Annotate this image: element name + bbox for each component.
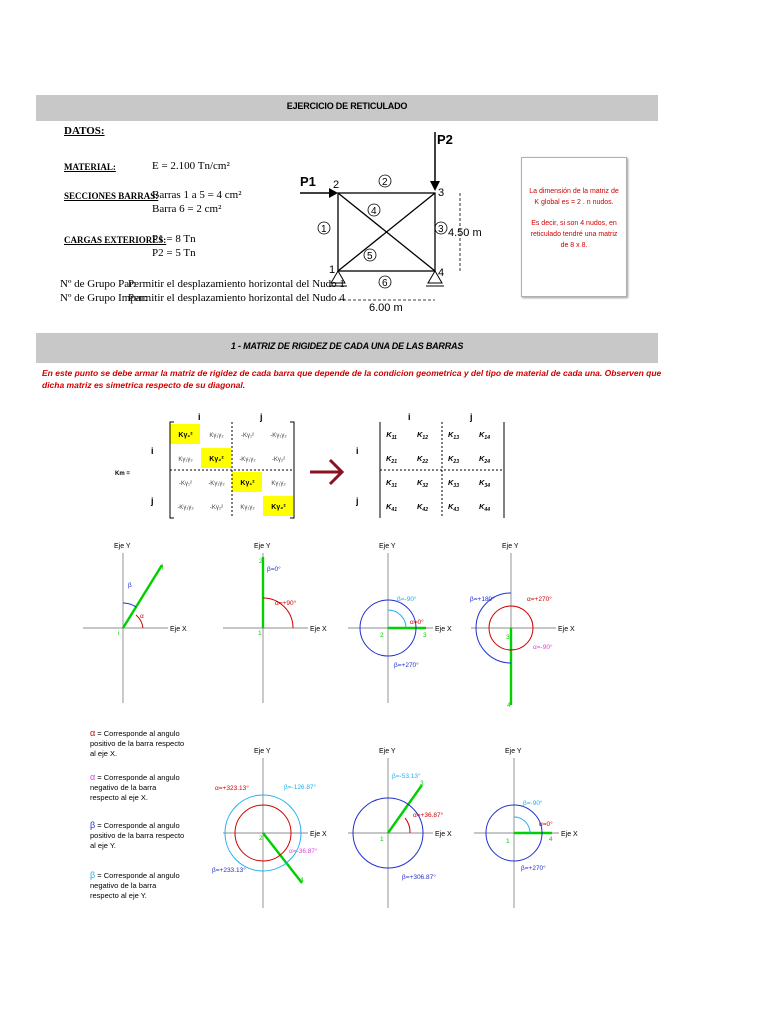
diagram-bar-1 — [223, 543, 327, 703]
x-axis-label: Eje X — [561, 831, 578, 838]
angle-arc — [123, 603, 136, 607]
y-axis-label: Eje Y — [379, 543, 396, 550]
alpha-label: α — [140, 613, 144, 620]
beta-label: β=0° — [267, 566, 281, 573]
diagram-bar-4 — [212, 748, 327, 908]
y-axis-label: Eje Y — [254, 543, 271, 550]
p1-label: P1 — [300, 174, 316, 189]
datos-title: DATOS: — [64, 125, 105, 137]
diagram-bar-5 — [348, 748, 452, 908]
beta-neg-label: β=-126.87° — [284, 784, 317, 791]
bar-3-label: 3 — [438, 224, 444, 235]
row-j-label: j — [356, 496, 359, 506]
section1-band — [36, 333, 658, 363]
legend-text-1: = Corresponde al angulo positivo de la barra respecto al eje X. — [90, 729, 185, 758]
matrix-cell: -Kγ₁γ₂ — [208, 481, 225, 487]
note-line-2: Es decir, si son 4 nudos, en reticulado tendré una matriz de 8 x 8. — [530, 220, 618, 249]
alpha-label: α=+90° — [275, 600, 297, 607]
matrix-cell: $K_{23}$ — [448, 454, 459, 465]
height-dimension: 4.50 m — [448, 227, 482, 239]
beta-neg-label: β=-90° — [397, 596, 417, 603]
matrix-cell: $K_{33}$ — [448, 478, 459, 489]
note-box — [521, 157, 627, 297]
matrix-cell: $K_{31}$ — [386, 478, 397, 489]
node-label: j — [162, 563, 164, 570]
y-axis-label: Eje Y — [505, 748, 522, 755]
node-label: 4 — [549, 836, 553, 843]
note-line-1: La dimensión de la matriz de K global es = 2 . n nudos. — [529, 188, 619, 206]
col-j-label: j — [470, 412, 473, 422]
matrix-cell: $K_{14}$ — [479, 430, 490, 441]
node-2: 2 — [333, 179, 340, 191]
matrix-cell: $K_{42}$ — [417, 502, 428, 513]
node-label: 1 — [506, 838, 510, 845]
diagram-bar-6 — [474, 748, 578, 908]
matrix-cell: $K_{34}$ — [479, 478, 490, 489]
matrix-cell: $K_{41}$ — [386, 502, 397, 513]
x-axis-label: Eje X — [435, 831, 452, 838]
node-label: 3 — [420, 780, 424, 787]
cargas-label: CARGAS EXTERIORES: — [64, 235, 167, 245]
matrix-cell: Kγ₁γ₂ — [209, 433, 224, 439]
node-label: 2 — [259, 835, 263, 842]
matrix-cell: $K_{44}$ — [479, 502, 490, 513]
node-label: 3 — [423, 632, 427, 639]
alpha-neg-label: α=-90° — [533, 644, 553, 651]
km-label: Km = — [115, 471, 130, 477]
matrix-cell: -Kγ₁γ₂ — [270, 433, 287, 439]
secciones-label: SECCIONES BARRAS: — [64, 191, 159, 201]
bar-5-label: 5 — [367, 251, 373, 262]
matrix-cell: -Kγ₁γ₂ — [177, 505, 194, 511]
alpha-label: α=0° — [539, 821, 553, 828]
beta-label: β=+270° — [521, 865, 546, 872]
matrix-cell: Kγ₁γ₂ — [178, 457, 193, 463]
matrix-cell: Kγ₁² — [240, 480, 255, 487]
legend-symbol-3: β — [90, 820, 96, 830]
col-j-label: j — [260, 412, 263, 422]
bar-2-label: 2 — [382, 177, 388, 188]
angle-arc — [388, 610, 406, 628]
node-label: 1 — [258, 630, 262, 637]
legend-item-1 — [90, 728, 185, 759]
grupo-impar-value: Permitir el desplazamiento horizontal del Nudo 4 — [128, 292, 345, 304]
cargas-value-2: P2 = 5 Tn — [152, 247, 196, 259]
beta-neg-label: β=-90° — [523, 800, 543, 807]
row-j-label: j — [151, 496, 154, 506]
alpha-label: α=0° — [410, 619, 424, 626]
col-i-label: i — [408, 412, 411, 422]
legend-item-4 — [90, 870, 185, 901]
angle-arc — [514, 817, 530, 833]
bar-line — [388, 785, 422, 833]
diagram-bar-3 — [470, 543, 575, 709]
legend-symbol-2: α — [90, 772, 96, 782]
node-4: 4 — [438, 267, 445, 279]
node-1: 1 — [329, 264, 336, 276]
matrix-cell: $K_{12}$ — [417, 430, 428, 441]
matrix-cell: $K_{21}$ — [386, 454, 397, 465]
alpha-neg-label: α=-36.87° — [289, 848, 318, 855]
matrix-cell: -Kγ₂² — [209, 505, 224, 511]
legend-text-3: = Corresponde al angulo positivo de la barra respecto al eje Y. — [90, 821, 185, 850]
beta-label: β=+270° — [394, 662, 419, 669]
legend-item-2 — [90, 772, 185, 803]
y-axis-label: Eje Y — [114, 543, 131, 550]
matrix-cell: $K_{22}$ — [417, 454, 428, 465]
diagram-bar-2 — [348, 543, 452, 703]
matrix-cell: Kγ₂² — [209, 456, 224, 463]
bar-line — [263, 833, 302, 883]
row-i-label: i — [356, 446, 359, 456]
node-label: 3 — [506, 634, 510, 641]
legend-text-4: = Corresponde al angulo negativo de la barra respecto al eje Y. — [90, 871, 180, 900]
col-i-label: i — [198, 412, 201, 422]
secciones-value-1: Barras 1 a 5 = 4 cm² — [152, 189, 242, 201]
angle-arc — [405, 818, 410, 833]
beta-label: β — [128, 582, 132, 589]
matrix-cell: -Kγ₂² — [271, 457, 286, 463]
grupo-par-label: Nº de Grupo Par: — [60, 278, 136, 290]
alpha-label: α=+36.87° — [413, 812, 444, 819]
grupo-impar-label: Nº de Grupo Impar: — [60, 292, 148, 304]
matrix-cell: Kγ₂² — [271, 504, 286, 511]
matrix-cell: Kγ₁² — [178, 432, 193, 439]
bar-1-label: 1 — [321, 224, 327, 235]
node-label: 1 — [380, 836, 384, 843]
page-title: EJERCICIO DE RETICULADO — [286, 101, 408, 111]
legend-symbol-4: β — [90, 870, 96, 880]
matrix-cell: $K_{11}$ — [386, 430, 397, 441]
legend-symbol-1: α — [90, 728, 96, 738]
matrix-cell: $K_{24}$ — [479, 454, 490, 465]
bar-6-label: 6 — [382, 278, 388, 289]
matrix-cell: -Kγ₁² — [240, 433, 255, 439]
y-axis-label: Eje Y — [254, 748, 271, 755]
diagram-generic — [83, 543, 187, 703]
x-axis-label: Eje X — [170, 626, 187, 633]
x-axis-label: Eje X — [435, 626, 452, 633]
matrix-cell: $K_{32}$ — [417, 478, 428, 489]
header-band — [36, 95, 658, 121]
arrow-icon — [310, 460, 342, 484]
material-label: MATERIAL: — [64, 162, 116, 172]
truss-diagram — [295, 130, 490, 315]
alpha-label: α=+270° — [527, 596, 552, 603]
cargas-value-1: P1 = 8 Tn — [152, 233, 196, 245]
material-value: E = 2.100 Tn/cm² — [152, 160, 230, 172]
matrix-cell: $K_{13}$ — [448, 430, 459, 441]
legend-text-2: = Corresponde al angulo negativo de la barra respecto al eje X. — [90, 773, 180, 802]
node-label: 2 — [380, 632, 384, 639]
beta-label: β=+233.13° — [212, 867, 246, 874]
matrix-cell: -Kγ₁² — [178, 481, 193, 487]
angle-diagrams — [70, 535, 590, 915]
p2-label: P2 — [437, 132, 453, 147]
matrix-cell: -Kγ₁γ₂ — [239, 457, 256, 463]
row-i-label: i — [151, 446, 154, 456]
y-axis-label: Eje Y — [502, 543, 519, 550]
alpha-label: α=+323.13° — [215, 785, 249, 792]
node-label: 2 — [259, 558, 263, 565]
grupo-par-value: Permitir el desplazamiento horizontal del Nudo 1 — [128, 278, 345, 290]
beta-neg-label: β=-53.13° — [392, 773, 421, 780]
matrix-cell: Kγ₁γ₂ — [240, 505, 255, 511]
beta-label: β=+306.87° — [402, 874, 436, 881]
node-label: 4 — [507, 702, 511, 709]
section1-intro: En este punto se debe armar la matriz de rigidez de cada barra que depende de la condicion geometrica y del tipo de material de cada una. Observen que dicha matriz es simetrica respecto de su diagonal. — [42, 368, 662, 390]
bar-4-label: 4 — [371, 206, 377, 217]
x-axis-label: Eje X — [558, 626, 575, 633]
node-label: 4 — [300, 877, 304, 884]
legend-item-3 — [90, 820, 185, 851]
stiffness-matrices — [115, 412, 515, 530]
secciones-value-2: Barra 6 = 2 cm² — [152, 203, 222, 215]
beta-label: β=+180° — [470, 596, 495, 603]
width-dimension: 6.00 m — [369, 302, 403, 314]
y-axis-label: Eje Y — [379, 748, 396, 755]
section1-title: 1 - MATRIZ DE RIGIDEZ DE CADA UNA DE LAS BARRAS — [230, 341, 464, 351]
matrix-cell: Kγ₁γ₂ — [271, 481, 286, 487]
node-3: 3 — [438, 187, 445, 199]
x-axis-label: Eje X — [310, 626, 327, 633]
x-axis-label: Eje X — [310, 831, 327, 838]
matrix-cell: $K_{43}$ — [448, 502, 459, 513]
node-label: i — [118, 630, 120, 637]
